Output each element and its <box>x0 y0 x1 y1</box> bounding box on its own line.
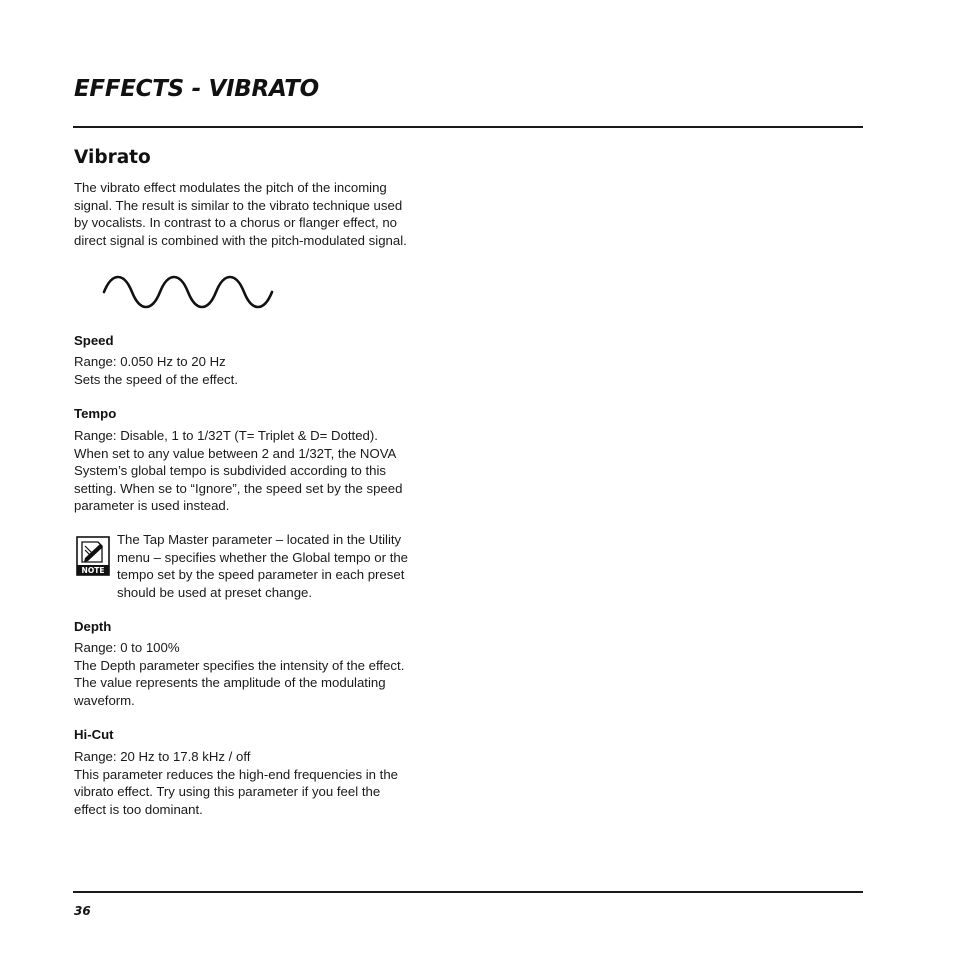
note-line: menu – specifies whether the Global tempo or the <box>117 549 409 565</box>
speed-description <box>74 353 454 388</box>
intro-line: The vibrato effect modulates the pitch of the incoming <box>74 180 387 195</box>
tempo-line: When set to any value between 2 and 1/32T, the NOVA <box>74 445 397 461</box>
section-heading: Vibrato <box>74 147 151 168</box>
header-divider <box>73 126 863 128</box>
speed-heading: Speed <box>74 333 114 348</box>
depth-line: Range: 0 to 100% <box>74 640 180 655</box>
tempo-line: setting. When se to “Ignore”, the speed set by the speed <box>74 480 403 496</box>
hicut-line: effect is too dominant. <box>74 801 203 817</box>
hicut-description <box>74 748 454 818</box>
tempo-description <box>74 427 454 515</box>
hicut-heading: Hi-Cut <box>74 727 114 742</box>
intro-paragraph <box>74 179 454 249</box>
depth-line: The value represents the amplitude of the modulating <box>74 675 386 690</box>
speed-line: Sets the speed of the effect. <box>74 371 238 387</box>
note-line: tempo set by the speed parameter in each preset <box>117 567 405 582</box>
footer-divider <box>73 891 863 893</box>
note-icon <box>76 536 110 576</box>
hicut-line: Range: 20 Hz to 17.8 kHz / off <box>74 749 251 764</box>
hicut-line: This parameter reduces the high-end frequencies in the <box>74 766 399 782</box>
tempo-heading: Tempo <box>74 406 117 421</box>
intro-line: signal. The result is similar to the vibrato technique used <box>74 197 403 213</box>
depth-heading: Depth <box>74 619 112 634</box>
intro-line: direct signal is combined with the pitch-modulated signal. <box>74 232 407 248</box>
depth-description <box>74 639 454 709</box>
sine-wave-icon <box>100 270 280 314</box>
depth-line: The Depth parameter specifies the intensity of the effect. <box>74 657 405 673</box>
note-icon-label: NOTE <box>81 566 105 575</box>
tempo-line: Range: Disable, 1 to 1/32T (T= Triplet & D= Dotted). <box>74 428 378 443</box>
speed-line: Range: 0.050 Hz to 20 Hz <box>74 354 226 369</box>
tempo-line: System’s global tempo is subdivided according to this <box>74 463 387 478</box>
note-line: The Tap Master parameter – located in the Utility <box>117 532 402 547</box>
note-line: should be used at preset change. <box>117 584 313 600</box>
page-title: EFFECTS - VIBRATO <box>74 76 319 102</box>
note-text <box>117 531 408 601</box>
page-number: 36 <box>74 904 91 918</box>
tempo-line: parameter is used instead. <box>74 498 230 513</box>
intro-line: by vocalists. In contrast to a chorus or flanger effect, no <box>74 215 398 230</box>
hicut-line: vibrato effect. Try using this parameter if you feel the <box>74 784 381 799</box>
depth-line: waveform. <box>74 692 135 708</box>
